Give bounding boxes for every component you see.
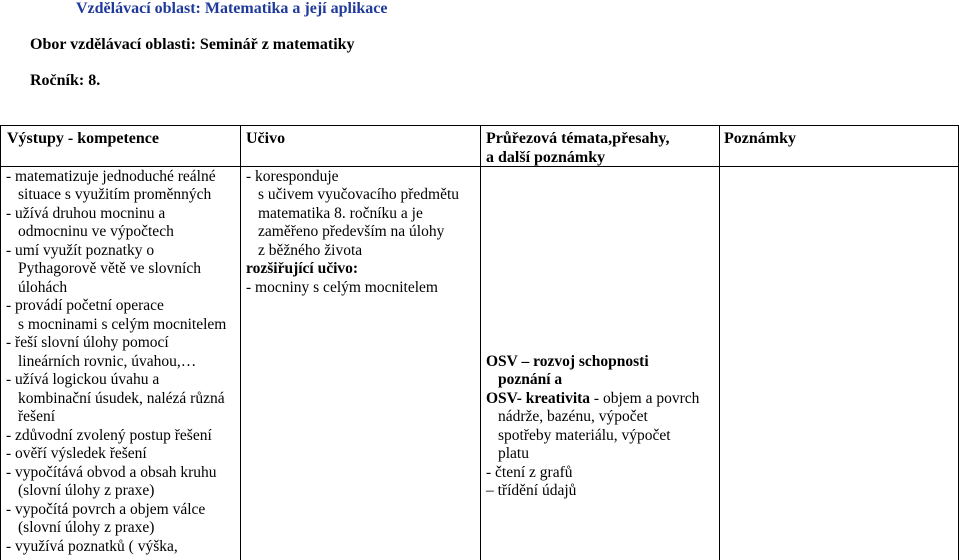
vystupy-line: - ověří výsledek řešení [6,445,147,462]
vystupy-line: s mocninami s celým mocnitelem [18,316,227,333]
vystupy-line: (slovní úlohy z praxe) [18,482,155,499]
vystupy-line: situace s využitím proměnných [18,186,212,203]
vystupy-line: lineárních rovnic, úvahou,… [18,353,197,370]
rocnik: Ročník: 8. [30,72,101,89]
table-col-border-2 [480,125,481,560]
column-header-vystupy: Výstupy - kompetence [7,130,159,147]
vystupy-line: - užívá logickou úvahu a [6,371,160,388]
vystupy-line: Pythagorově větě ve slovních [18,260,201,277]
table-col-border-0 [0,125,1,560]
vystupy-line: - využívá poznatků ( výška, [6,538,178,555]
prurezova-line: - čtení z grafů [486,464,573,481]
vystupy-line: - zdůvodní zvolený postup řešení [6,427,212,444]
obor-vzdelavaci-oblasti: Obor vzdělávací oblasti: Seminář z matematiky [30,36,355,53]
osv-kreativita-text: - objem a povrch [590,390,700,407]
vystupy-line: kombinační úsudek, nalézá různá [18,390,225,407]
osv-poznani: poznání a [498,371,563,388]
column-header-prurezova: Průřezová témata,přesahy, [486,130,670,147]
column-header-prurezova-2: a další poznámky [486,149,606,166]
vystupy-line: - matematizuje jednoduché reálné [6,168,216,185]
prurezova-line: – třídění údajů [486,482,577,499]
vystupy-line: úlohách [18,279,68,296]
osv-rozvoj-schopnosti: OSV – rozvoj schopnosti [486,353,649,370]
table-col-border-1 [240,125,241,560]
vystupy-line: - umí využít poznatky o [6,242,155,259]
prurezova-line: platu [498,445,529,462]
ucivo-rozsirujici-heading: rozšiřující učivo: [246,260,359,277]
ucivo-line: matematika 8. ročníku a je [258,205,423,222]
vystupy-line: - provádí početní operace [6,297,164,314]
ucivo-line: - koresponduje [246,168,339,185]
vystupy-line: řešení [18,408,56,425]
vystupy-line: (slovní úlohy z praxe) [18,519,155,536]
vystupy-line: - vypočítává obvod a obsah kruhu [6,464,217,481]
prurezova-line: spotřeby materiálu, výpočet [498,427,671,444]
table-col-border-3 [719,125,720,560]
vystupy-line: odmocninu ve výpočtech [18,223,174,240]
ucivo-line: zaměřeno především na úlohy [258,223,445,240]
vzdelavaci-oblast: Vzdělávací oblast: Matematika a její aplikace [76,0,388,17]
ucivo-line: s učivem vyučovacího předmětu [258,186,460,203]
ucivo-line: z běžného života [258,242,363,259]
osv-kreativita-label: OSV- kreativita [486,390,591,407]
ucivo-line: - mocniny s celým mocnitelem [246,279,438,296]
vystupy-line: - vypočítá povrch a objem válce [6,501,206,518]
prurezova-line: nádrže, bazénu, výpočet [498,408,648,425]
vystupy-line: - užívá druhou mocninu a [6,205,166,222]
column-header-poznamky: Poznámky [724,130,796,147]
vystupy-line: - řeší slovní úlohy pomocí [6,334,169,351]
column-header-ucivo: Učivo [246,130,286,147]
osv-kreativita-line [486,390,699,408]
